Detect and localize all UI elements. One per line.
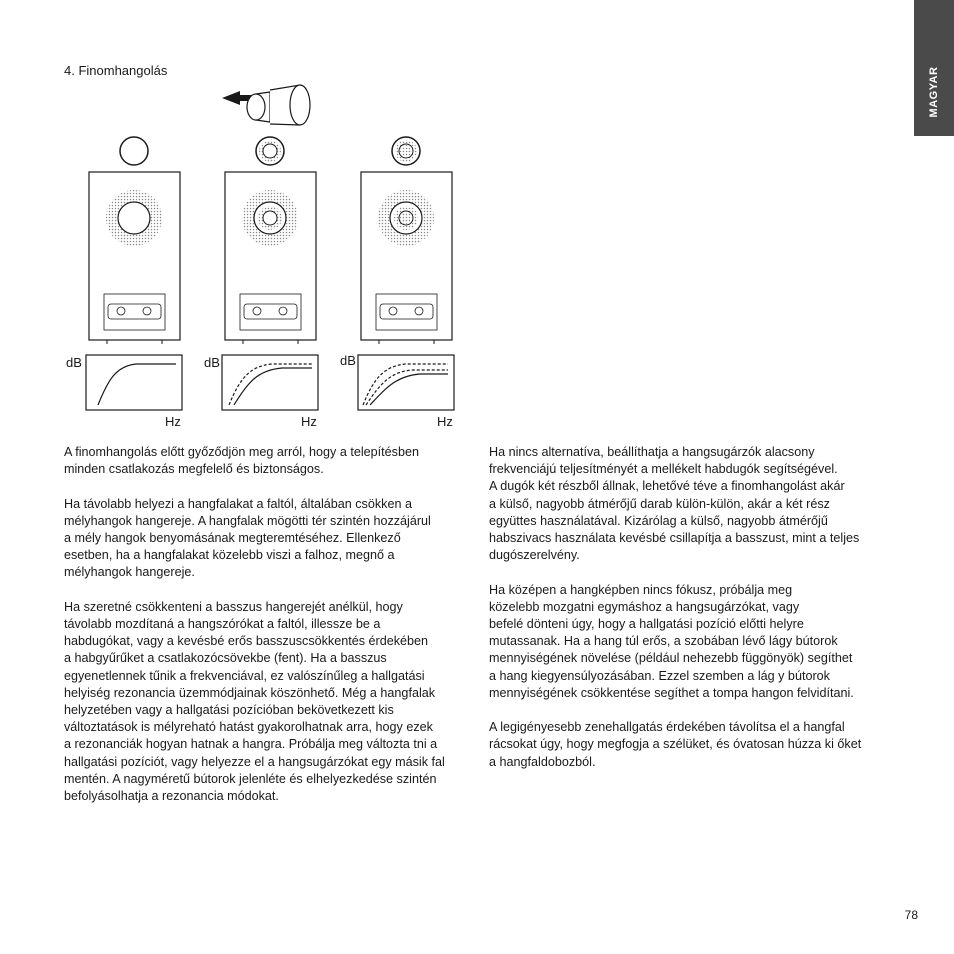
graph-x-label: Hz xyxy=(437,414,453,429)
section-heading: 4. Finomhangolás xyxy=(64,63,168,78)
paragraph: A legigényesebb zenehallgatás érdekében távolítsa el a hangfal rácsokat úgy, hogy megfogja a szélüket, és óvatosan húzza ki őket a hangfaldobozból. xyxy=(489,720,862,769)
response-graph-open xyxy=(66,355,182,429)
paragraph: A finomhangolás előtt győződjön meg arról, hogy a telepítésben minden csatlakozás megfelelő és biztonságos. xyxy=(64,445,419,477)
foam-plug-icon xyxy=(222,85,310,125)
graph-x-label: Hz xyxy=(301,414,317,429)
page-number: 78 xyxy=(904,908,918,922)
response-graph-foam-ring xyxy=(204,355,318,429)
response-graph-full-plug xyxy=(340,353,454,429)
graph-y-label: dB xyxy=(66,355,82,370)
graph-x-label: Hz xyxy=(165,414,181,429)
language-label: MAGYAR xyxy=(928,66,940,118)
paragraph: Ha nincs alternatíva, beállíthatja a hangsugárzók alacsony frekvenciájú teljesítményét a mellékelt habdugók segítségével. A dugók két részből állnak, lehetővé téve a finomhangolást akár a külső, nagyobb átmérőjű darab külön-külön, akár a két rész együttes használatával. Kizárólag a külső, nagyobb átmérőjű habszivacs használata kevésbé csillapítja a basszust, mint a teljes dugószerelvény. xyxy=(489,445,860,563)
port-open-icon xyxy=(120,137,148,165)
port-foam-ring-icon xyxy=(256,137,284,165)
fine-tuning-illustration xyxy=(0,0,954,440)
port-full-plug-icon xyxy=(392,137,420,165)
graph-y-label: dB xyxy=(204,355,220,370)
paragraph: Ha távolabb helyezi a hangfalakat a faltól, általában csökken a mélyhangok hangereje. A hangfalak mögötti tér szintén hozzájárul a mély hangok benyomásának megteremtéséhez. Ellenkező esetben, ha a hangfalakat közelebb viszi a falhoz, megnő a mélyhangok hangereje. xyxy=(64,496,431,580)
right-text-column xyxy=(489,444,894,788)
paragraph: Ha szeretné csökkenteni a basszus hangerejét anélkül, hogy távolabb mozdítaná a hangszórókat a faltól, illessze be a habdugókat, vagy a kevésbé erős basszuscsökkentés érdekében a habgyűrűket a csatlakozócsövekbe (fent). Ha a basszus egyenetlennek tűnik a frekvenciával, ez valószínűleg a hallgatási helyiség rezonancia üzemmódjainak köszönhető. Még a hangfalak helyzetében vagy a hallgatási pozícióban bekövetkezett kis változtatások is mélyreható hatást gyakorolhatnak arra, hogy ezek a rezonanciák hogyan hatnak a hangra. Próbálja meg változta tni a hallgatási pozíciót, vagy helyezze el a hangsugárzókat egy másik fal mentén. A nagyméretű bútorok jelenléte és elhelyezkedése szintén befolyásolhatja a rezonancia módokat. xyxy=(64,599,445,804)
paragraph: Ha középen a hangképben nincs fókusz, próbálja meg közelebb mozgatni egymáshoz a hangsugárzókat, vagy befelé dönteni úgy, hogy a hallgatási pozíció előtti helyre mutassanak. Ha a hang túl erős, a szobában lévő lágy bútorok mennyiségének növelése (például nehezebb függönyök) segíthet a hang kiegyensúlyozásában. Ezzel szemben a lág y bútorok mennyiségének csökkentése segíthet a tompa hangon felvidítani. xyxy=(489,582,854,700)
speaker-rear-foam-ring xyxy=(225,172,316,344)
speaker-rear-full-plug xyxy=(361,172,452,344)
graph-y-label: dB xyxy=(340,353,356,368)
speaker-rear-open-port xyxy=(89,172,180,344)
left-text-column xyxy=(64,444,484,822)
